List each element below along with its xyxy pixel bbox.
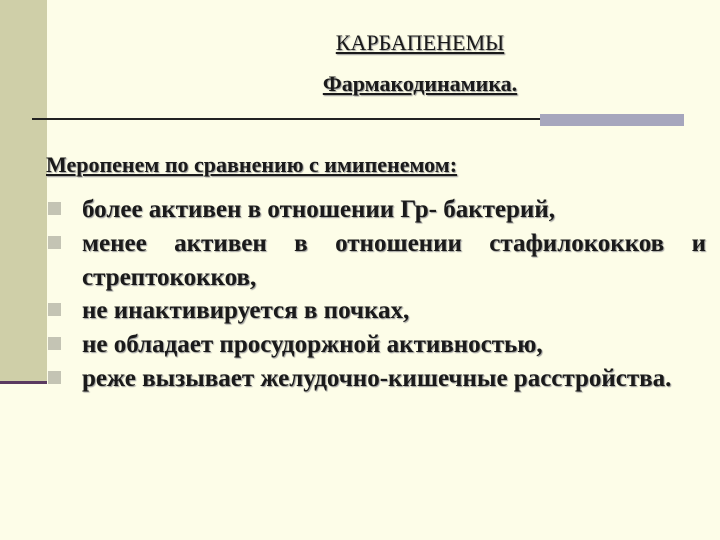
bullet-text: реже вызывает желудочно-кишечные расстройства.: [82, 364, 672, 392]
bullet-text: не инактивируется в почках,: [82, 297, 410, 325]
bullet-item: [46, 362, 706, 396]
slide-title: КАРБАПЕНЕМЫ: [335, 30, 505, 55]
bullet-text: не обладает просудоржной активностью,: [82, 331, 543, 358]
square-bullet-icon: [48, 337, 61, 350]
square-bullet-icon: [48, 202, 61, 215]
bullet-list: [46, 193, 706, 396]
bullet-item: [46, 328, 706, 362]
bullet-item: [46, 294, 706, 328]
bullet-item: [46, 227, 706, 295]
slide-subtitle: Фармакодинамика.: [322, 71, 518, 96]
bullet-text: менее активен в отношении стафилококков и стрептококков,: [82, 229, 706, 291]
title-divider-block: [540, 114, 684, 126]
left-bar-accent-line: [0, 381, 47, 384]
square-bullet-icon: [48, 371, 61, 384]
square-bullet-icon: [48, 303, 61, 316]
square-bullet-icon: [48, 236, 61, 249]
title-divider-line: [32, 118, 540, 120]
intro-text: Меропенем по сравнению с имипенемом:: [46, 152, 458, 177]
left-decorative-bar: [0, 0, 47, 381]
bullet-item: [46, 193, 706, 227]
bullet-text: более активен в отношении Гр- бактерий,: [82, 196, 555, 223]
